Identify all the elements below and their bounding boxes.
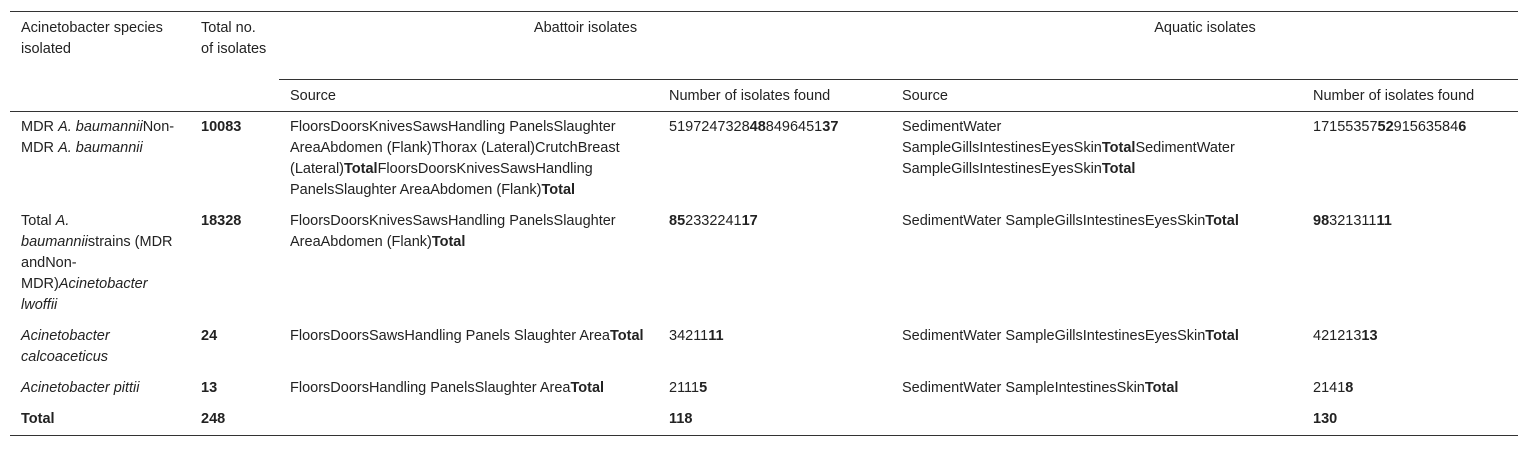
- cell-aquatic-source: SedimentWater SampleGillsIntestinesEyesSkinTotal: [902, 328, 1239, 344]
- cell-species: Total A. baumanniistrains (MDR andNon-MDR)Acinetobacter lwoffii: [21, 213, 173, 313]
- isolates-table: [10, 11, 1518, 436]
- cell-species: Acinetobacter calcoaceticus: [21, 328, 110, 365]
- subheader-abattoir-source: Source: [290, 88, 336, 104]
- subheader-aquatic-source: Source: [902, 88, 948, 104]
- cell-abattoir-number: 85233224117: [669, 213, 758, 229]
- cell-total: 10083: [190, 112, 279, 207]
- cell-aquatic-source: SedimentWater SampleGillsIntestinesEyesSkinTotalSedimentWater SampleGillsIntestinesEyesSkinTotal: [891, 112, 1302, 207]
- totals-label: Total: [10, 404, 190, 436]
- cell-species: Acinetobacter pittii: [21, 380, 140, 396]
- table-row: [10, 373, 1518, 404]
- cell-species: MDR A. baumanniiNon-MDR A. baumannii: [10, 112, 190, 207]
- cell-aquatic-number: 9832131111: [1313, 213, 1392, 229]
- header-species: Acinetobacter species isolated: [10, 12, 190, 112]
- table-row: [10, 206, 1518, 321]
- totals-total: 248: [190, 404, 279, 436]
- cell-aquatic-source: SedimentWater SampleGillsIntestinesEyesSkinTotal: [902, 213, 1239, 229]
- totals-abattoir-source: [279, 404, 658, 436]
- cell-abattoir-source: FloorsDoorsHandling PanelsSlaughter AreaTotal: [290, 380, 605, 396]
- totals-aquatic-source: [891, 404, 1302, 436]
- cell-abattoir-number: 519724732848849645137: [658, 112, 891, 207]
- table-row: [10, 112, 1518, 207]
- header-abattoir-isolates: Abattoir isolates: [279, 12, 891, 80]
- cell-aquatic-number: 42121313: [1313, 328, 1378, 344]
- totals-aquatic-number: 130: [1302, 404, 1518, 436]
- header-total: Total no. of isolates: [190, 12, 279, 112]
- cell-aquatic-source: SedimentWater SampleIntestinesSkinTotal: [902, 380, 1179, 396]
- subheader-abattoir-number: Number of isolates found: [669, 88, 831, 104]
- cell-aquatic-number: 1715535752915635846: [1302, 112, 1518, 207]
- cell-abattoir-number: 21115: [669, 380, 708, 396]
- cell-total: 24: [201, 328, 218, 344]
- totals-row: [10, 404, 1518, 436]
- header-aquatic-isolates: Aquatic isolates: [891, 12, 1518, 80]
- cell-abattoir-source: FloorsDoorsKnivesSawsHandling PanelsSlaughter AreaAbdomen (Flank)Total: [290, 213, 616, 250]
- cell-aquatic-number: 21418: [1313, 380, 1354, 396]
- cell-abattoir-source: FloorsDoorsSawsHandling Panels Slaughter AreaTotal: [290, 328, 644, 344]
- totals-abattoir-number: 118: [658, 404, 891, 436]
- cell-total: 13: [201, 380, 218, 396]
- cell-abattoir-number: 3421111: [669, 328, 724, 344]
- cell-abattoir-source: FloorsDoorsKnivesSawsHandling PanelsSlaughter AreaAbdomen (Flank)Thorax (Lateral)CrutchBreast (Lateral)TotalFloorsDoorsKnivesSawsHandling PanelsSlaughter AreaAbdomen (Flank)Total: [279, 112, 658, 207]
- table-row: [10, 321, 1518, 373]
- cell-total: 18328: [201, 213, 242, 229]
- subheader-aquatic-number: Number of isolates found: [1313, 88, 1475, 104]
